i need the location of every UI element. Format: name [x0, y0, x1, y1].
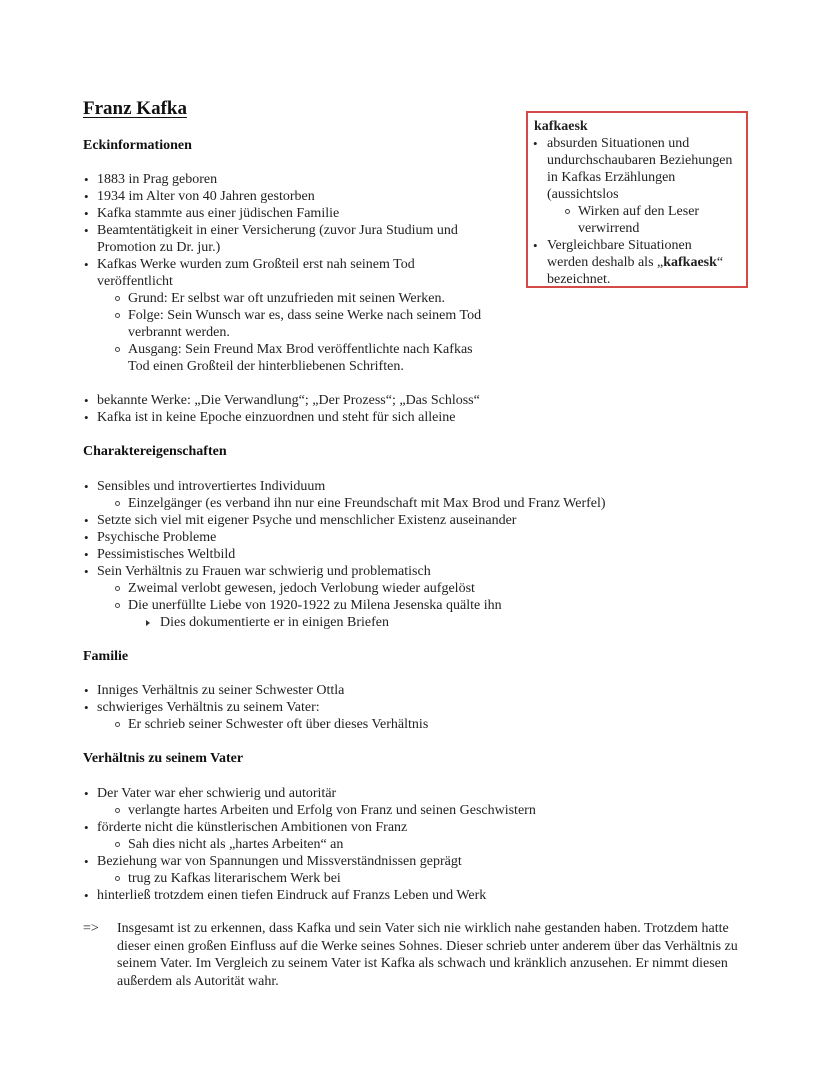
list-item: Beamtentätigkeit in einer Versicherung (zuvor Jura Studium und	[97, 223, 458, 238]
sub-bullet-icon	[115, 603, 120, 608]
sub-list-item-continuation: Tod einen Großteil der hinterbliebenen Schriften.	[128, 359, 404, 374]
box-keyword: kafkaesk	[663, 255, 717, 270]
box-sub-line: verwirrend	[578, 221, 640, 236]
bullet-icon: •	[84, 223, 89, 238]
bullet-icon: •	[84, 820, 89, 835]
list-item: bekannte Werke: „Die Verwandlung“; „Der Prozess“; „Das Schloss“	[97, 393, 480, 408]
sub-list-item: Er schrieb seiner Schwester oft über dieses Verhältnis	[128, 717, 429, 732]
bullet-icon: •	[84, 189, 89, 204]
sub-bullet-icon	[115, 347, 120, 352]
list-item: Sensibles und introvertiertes Individuum	[97, 479, 326, 494]
list-item: Der Vater war eher schwierig und autoritär	[97, 786, 337, 801]
sub-list-item: Sah dies nicht als „hartes Arbeiten“ an	[128, 837, 344, 852]
list-item: Inniges Verhältnis zu seiner Schwester Ottla	[97, 683, 345, 698]
list-item: Kafka stammte aus einer jüdischen Familie	[97, 206, 340, 221]
box-text: werden deshalb als „	[547, 255, 664, 270]
sub-bullet-icon	[115, 296, 120, 301]
sub-bullet-icon	[115, 586, 120, 591]
sub-bullet-icon	[115, 722, 120, 727]
sub-list-item: Grund: Er selbst war oft unzufrieden mit seinen Werken.	[128, 291, 446, 306]
section-heading-eckinformationen: Eckinformationen	[83, 138, 192, 153]
box-line: bezeichnet.	[547, 272, 611, 287]
bullet-icon: •	[84, 547, 89, 562]
sub-list-item: Zweimal verlobt gewesen, jedoch Verlobung wieder aufgelöst	[128, 581, 475, 596]
list-item: hinterließ trotzdem einen tiefen Eindruck auf Franzs Leben und Werk	[97, 888, 487, 903]
sub-list-item-continuation: verbrannt werden.	[128, 325, 230, 340]
sub-list-item: Einzelgänger (es verband ihn nur eine Freundschaft mit Max Brod und Franz Werfel)	[128, 496, 606, 511]
bullet-icon: •	[84, 530, 89, 545]
sub-list-item: trug zu Kafkas literarischem Werk bei	[128, 871, 341, 886]
sub-sub-list-item: Dies dokumentierte er in einigen Briefen	[160, 615, 389, 630]
section-heading-familie: Familie	[83, 649, 129, 664]
list-item-continuation: veröffentlicht	[97, 274, 173, 289]
box-line: (aussichtslos	[547, 187, 619, 202]
bullet-icon: •	[84, 786, 89, 801]
box-line: absurden Situationen und	[547, 136, 690, 151]
box-line: undurchschaubaren Beziehungen	[547, 153, 733, 168]
sub-list-item: verlangte hartes Arbeiten und Erfolg von Franz und seinen Geschwistern	[128, 803, 536, 818]
list-item: Kafkas Werke wurden zum Großteil erst nah seinem Tod	[97, 257, 415, 272]
list-item: Beziehung war von Spannungen und Missverständnissen geprägt	[97, 854, 462, 869]
sub-list-item: Die unerfüllte Liebe von 1920-1922 zu Milena Jesenska quälte ihn	[128, 598, 502, 613]
bullet-icon: •	[84, 393, 89, 408]
bullet-icon: •	[84, 206, 89, 221]
sub-bullet-icon	[115, 876, 120, 881]
section-heading-vater: Verhältnis zu seinem Vater	[83, 751, 244, 766]
list-item-continuation: Promotion zu Dr. jur.)	[97, 240, 221, 255]
sub-bullet-icon	[115, 808, 120, 813]
sub-bullet-icon	[565, 209, 570, 214]
bullet-icon: •	[84, 172, 89, 187]
sub-bullet-icon	[115, 842, 120, 847]
bullet-icon: •	[84, 564, 89, 579]
bullet-icon: •	[84, 513, 89, 528]
conclusion-paragraph: Insgesamt ist zu erkennen, dass Kafka und sein Vater sich nie wirklich nahe gestanden haben. Trotzdem hatte dieser einen großen Einfluss auf die Werke seines Sohnes. Dieser schrieb unter anderem über das Verhältnis zu seinem Vater. Im Vergleich zu seinem Vater ist Kafka als schwach und kränklich anzusehen. Er nimmt diesen außerdem als Autorität wahr.	[117, 921, 738, 989]
list-item: schwieriges Verhältnis zu seinem Vater:	[97, 700, 320, 715]
conclusion-arrow: =>	[83, 921, 99, 936]
box-text: “	[716, 255, 724, 270]
bullet-icon: •	[84, 410, 89, 425]
list-item: Sein Verhältnis zu Frauen war schwierig und problematisch	[97, 564, 431, 579]
bullet-icon: •	[533, 136, 538, 151]
bullet-icon: •	[84, 257, 89, 272]
bullet-icon: •	[84, 683, 89, 698]
box-sub-line: Wirken auf den Leser	[578, 204, 700, 219]
box-line: in Kafkas Erzählungen	[547, 170, 676, 185]
bullet-icon: •	[84, 700, 89, 715]
bullet-icon: •	[84, 888, 89, 903]
sub-list-item: Folge: Sein Wunsch war es, dass seine Werke nach seinem Tod	[128, 308, 482, 323]
bullet-icon: •	[84, 854, 89, 869]
list-item: Pessimistisches Weltbild	[97, 547, 236, 562]
bullet-icon: •	[533, 238, 538, 253]
list-item: Setzte sich viel mit eigener Psyche und menschlicher Existenz auseinander	[97, 513, 517, 528]
bullet-icon: •	[84, 479, 89, 494]
section-heading-charaktereigenschaften: Charaktereigenschaften	[83, 444, 227, 459]
sub-sub-bullet-icon	[146, 620, 150, 626]
list-item: 1934 im Alter von 40 Jahren gestorben	[97, 189, 315, 204]
sub-list-item: Ausgang: Sein Freund Max Brod veröffentlichte nach Kafkas	[128, 342, 473, 357]
list-item: Psychische Probleme	[97, 530, 217, 545]
box-line: Vergleichbare Situationen	[547, 238, 692, 253]
box-title: kafkaesk	[534, 119, 588, 134]
page-title: Franz Kafka	[83, 98, 187, 119]
box-line	[547, 254, 723, 271]
sub-bullet-icon	[115, 313, 120, 318]
sub-bullet-icon	[115, 501, 120, 506]
list-item: förderte nicht die künstlerischen Ambitionen von Franz	[97, 820, 408, 835]
list-item: 1883 in Prag geboren	[97, 172, 218, 187]
list-item: Kafka ist in keine Epoche einzuordnen und steht für sich alleine	[97, 410, 456, 425]
